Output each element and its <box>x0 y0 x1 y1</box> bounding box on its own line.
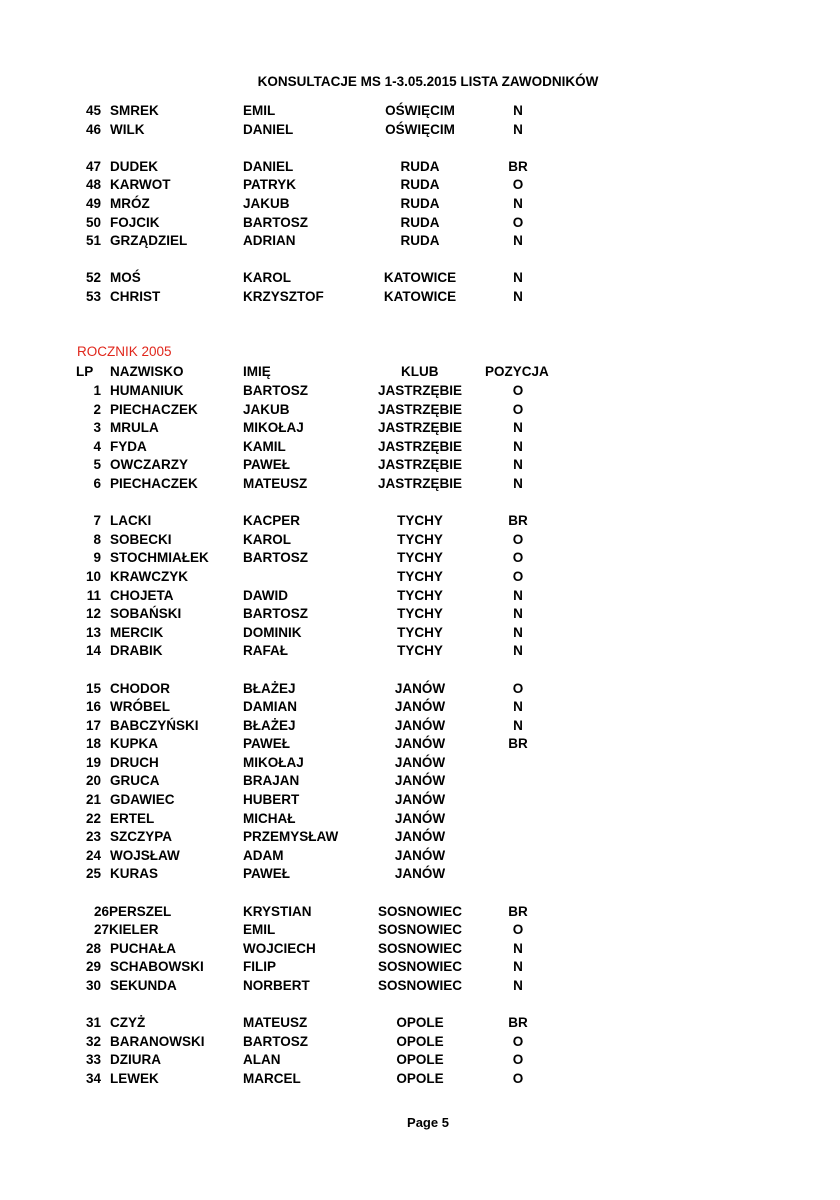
position-cell: BR <box>508 158 528 174</box>
position-cell: N <box>513 420 523 436</box>
surname-cell: SOBAŃSKI <box>110 606 182 622</box>
player-group <box>0 680 840 885</box>
surname-cell: STOCHMIAŁEK <box>110 550 209 566</box>
first-name-cell: KACPER <box>243 513 301 529</box>
table-row <box>0 698 840 717</box>
first-name-cell: BARTOSZ <box>243 214 309 230</box>
position-cell: N <box>513 270 523 286</box>
position-cell: N <box>513 475 523 491</box>
club-cell: RUDA <box>400 214 440 230</box>
surname-cell: PUCHAŁA <box>110 940 176 956</box>
table-row <box>0 401 840 420</box>
surname-cell: GRZĄDZIEL <box>110 233 188 249</box>
surname-cell: KRAWCZYK <box>110 568 188 584</box>
header-lp: LP <box>76 364 94 379</box>
surname-cell: KIELER <box>109 922 159 938</box>
first-name-cell: ADRIAN <box>243 233 296 249</box>
lp-cell: 29 <box>85 959 101 975</box>
table-row <box>0 1051 840 1070</box>
club-cell: TYCHY <box>397 606 443 622</box>
lp-cell: 9 <box>93 550 101 566</box>
position-cell: N <box>513 121 523 137</box>
first-name-cell: PRZEMYSŁAW <box>243 829 339 845</box>
player-list-2005 <box>0 382 840 1089</box>
lp-cell: 3 <box>93 420 101 436</box>
table-row <box>0 269 840 288</box>
lp-cell: 17 <box>85 717 101 733</box>
club-cell: JANÓW <box>394 680 446 696</box>
table-row <box>0 456 840 475</box>
first-name-cell: DOMINIK <box>243 624 302 640</box>
header-club: KLUB <box>401 364 439 379</box>
first-name-cell: KAROL <box>243 270 291 286</box>
table-row <box>0 438 840 457</box>
lp-cell: 52 <box>85 270 101 286</box>
position-cell: O <box>512 177 524 193</box>
surname-cell: CHOJETA <box>110 587 174 603</box>
club-cell: JANÓW <box>394 773 446 789</box>
club-cell: SOSNOWIEC <box>377 903 462 919</box>
table-row <box>0 121 840 140</box>
table-header <box>0 363 840 382</box>
header-first-name: IMIĘ <box>243 364 271 379</box>
first-name-cell: BŁAŻEJ <box>243 680 296 696</box>
position-cell: O <box>512 531 524 547</box>
surname-cell: PIECHACZEK <box>110 475 198 491</box>
club-cell: JANÓW <box>394 699 446 715</box>
position-cell: O <box>512 680 524 696</box>
table-row <box>0 1014 840 1033</box>
surname-cell: BABCZYŃSKI <box>110 717 199 733</box>
surname-cell: MRULA <box>110 420 159 436</box>
table-row <box>0 810 840 829</box>
position-cell: N <box>513 624 523 640</box>
player-group <box>0 903 840 996</box>
lp-cell: 31 <box>85 1015 101 1031</box>
lp-cell: 11 <box>86 587 101 603</box>
table-row <box>0 531 840 550</box>
first-name-cell: RAFAŁ <box>243 643 288 659</box>
lp-cell: 13 <box>85 624 101 640</box>
player-group <box>0 1014 840 1088</box>
lp-cell: 8 <box>93 531 101 547</box>
club-cell: OŚWIĘCIM <box>385 121 455 137</box>
first-name-cell: ALAN <box>243 1052 281 1068</box>
position-cell: N <box>513 959 523 975</box>
position-cell: BR <box>508 736 528 752</box>
first-name-cell: ADAM <box>243 847 284 863</box>
surname-cell: FYDA <box>110 438 147 454</box>
club-cell: JASTRZĘBIE <box>377 383 462 398</box>
first-name-cell: PAWEŁ <box>243 866 290 882</box>
lp-cell: 45 <box>85 103 101 118</box>
table-row <box>0 958 840 977</box>
club-cell: JASTRZĘBIE <box>377 475 462 491</box>
lp-cell: 26 <box>93 903 109 919</box>
lp-cell: 51 <box>85 233 101 249</box>
surname-cell: CZYŻ <box>110 1015 146 1031</box>
surname-cell: SEKUNDA <box>110 978 177 993</box>
player-group <box>0 102 840 139</box>
club-cell: OPOLE <box>396 1015 444 1031</box>
surname-cell: LEWEK <box>110 1070 159 1086</box>
lp-cell: 47 <box>85 158 101 174</box>
surname-cell: ERTEL <box>110 810 155 826</box>
first-name-cell: DANIEL <box>243 121 294 137</box>
position-cell: N <box>513 587 523 603</box>
table-row <box>0 382 840 401</box>
club-cell: TYCHY <box>397 550 443 566</box>
table-row <box>0 977 840 996</box>
table-row <box>0 214 840 233</box>
position-cell: BR <box>508 1015 528 1031</box>
club-cell: JANÓW <box>394 829 446 845</box>
first-name-cell: JAKUB <box>243 401 290 417</box>
club-cell: SOSNOWIEC <box>377 940 462 956</box>
table-row <box>0 940 840 959</box>
first-name-cell: MIKOŁAJ <box>243 420 304 436</box>
club-cell: JANÓW <box>394 847 446 863</box>
lp-cell: 32 <box>85 1033 101 1049</box>
table-row <box>0 847 840 866</box>
surname-cell: KUPKA <box>110 736 159 752</box>
lp-cell: 53 <box>85 288 101 304</box>
surname-cell: OWCZARZY <box>110 457 188 473</box>
lp-cell: 23 <box>85 829 101 845</box>
club-cell: TYCHY <box>397 531 443 547</box>
lp-cell: 2 <box>93 401 101 417</box>
table-row <box>0 624 840 643</box>
first-name-cell: MATEUSZ <box>243 475 308 491</box>
table-row <box>0 419 840 438</box>
position-cell: N <box>513 233 523 249</box>
club-cell: RUDA <box>400 177 440 193</box>
first-name-cell: WOJCIECH <box>243 940 316 956</box>
table-row <box>0 680 840 699</box>
club-cell: RUDA <box>400 158 440 174</box>
player-group <box>0 269 840 306</box>
surname-cell: DZIURA <box>110 1052 161 1068</box>
lp-cell: 27 <box>93 922 109 938</box>
header-surname: NAZWISKO <box>110 364 184 379</box>
table-row <box>0 865 840 884</box>
club-cell: JASTRZĘBIE <box>377 457 462 473</box>
lp-cell: 25 <box>85 866 101 882</box>
position-cell: BR <box>508 903 528 919</box>
club-cell: JANÓW <box>394 717 446 733</box>
first-name-cell: BARTOSZ <box>243 1033 309 1049</box>
position-cell: N <box>513 195 523 211</box>
club-cell: KATOWICE <box>383 288 457 304</box>
surname-cell: FOJCIK <box>110 214 160 230</box>
position-cell: O <box>512 568 524 584</box>
lp-cell: 16 <box>85 699 101 715</box>
table-row <box>0 288 840 307</box>
position-cell: N <box>513 103 523 118</box>
table-row <box>0 512 840 531</box>
club-cell: JANÓW <box>394 736 446 752</box>
lp-cell: 49 <box>85 195 101 211</box>
table-row <box>0 1070 840 1089</box>
club-cell: TYCHY <box>397 643 443 659</box>
first-name-cell: EMIL <box>243 922 276 938</box>
club-cell: OŚWIĘCIM <box>385 103 455 118</box>
lp-cell: 7 <box>93 513 101 529</box>
club-cell: TYCHY <box>397 513 443 529</box>
table-row <box>0 176 840 195</box>
first-name-cell: BARTOSZ <box>243 383 309 398</box>
lp-cell: 12 <box>85 606 101 622</box>
table-row <box>0 605 840 624</box>
first-name-cell: MICHAŁ <box>243 810 296 826</box>
lp-cell: 48 <box>85 177 101 193</box>
table-row <box>0 102 840 121</box>
position-cell: N <box>513 438 523 454</box>
first-name-cell: MARCEL <box>243 1070 301 1086</box>
page-title: KONSULTACJE MS 1-3.05.2015 LISTA ZAWODNIKÓW <box>257 74 599 89</box>
first-name-cell: EMIL <box>243 103 276 118</box>
first-name-cell: KRZYSZTOF <box>243 288 324 304</box>
surname-cell: HUMANIUK <box>110 383 184 398</box>
surname-cell: PIECHACZEK <box>110 401 198 417</box>
club-cell: SOSNOWIEC <box>377 959 462 975</box>
lp-cell: 22 <box>85 810 101 826</box>
surname-cell: BARANOWSKI <box>110 1033 205 1049</box>
surname-cell: WOJSŁAW <box>110 847 180 863</box>
lp-cell: 4 <box>93 438 101 454</box>
lp-cell: 20 <box>85 773 101 789</box>
position-cell: O <box>512 214 524 230</box>
table-row <box>0 158 840 177</box>
lp-cell: 46 <box>85 121 101 137</box>
club-cell: SOSNOWIEC <box>377 922 462 938</box>
surname-cell: SZCZYPA <box>110 829 173 845</box>
position-cell: N <box>513 288 523 304</box>
club-cell: TYCHY <box>397 624 443 640</box>
position-cell: O <box>512 1052 524 1068</box>
lp-cell: 28 <box>85 940 101 956</box>
club-cell: OPOLE <box>396 1033 444 1049</box>
section-heading: ROCZNIK 2005 <box>77 344 172 359</box>
first-name-cell: PAWEŁ <box>243 736 290 752</box>
club-cell: JANÓW <box>394 810 446 826</box>
table-row <box>0 475 840 494</box>
position-cell: N <box>513 940 523 956</box>
lp-cell: 10 <box>85 568 101 584</box>
position-cell: BR <box>508 513 528 529</box>
player-group <box>0 158 840 251</box>
table-row <box>0 195 840 214</box>
first-name-cell: KAMIL <box>243 438 286 454</box>
surname-cell: MERCIK <box>110 624 164 640</box>
surname-cell: CHODOR <box>110 680 170 696</box>
table-row <box>0 1033 840 1052</box>
lp-cell: 6 <box>93 475 101 491</box>
surname-cell: PERSZEL <box>109 903 172 919</box>
lp-cell: 15 <box>85 680 101 696</box>
first-name-cell: NORBERT <box>243 978 310 993</box>
club-cell: JANÓW <box>394 754 446 770</box>
lp-cell: 14 <box>85 643 101 659</box>
table-row <box>0 735 840 754</box>
lp-cell: 34 <box>85 1070 101 1086</box>
club-cell: TYCHY <box>397 568 443 584</box>
position-cell: O <box>512 550 524 566</box>
first-name-cell: BRAJAN <box>243 773 300 789</box>
club-cell: RUDA <box>400 233 440 249</box>
first-name-cell: DAWID <box>243 587 288 603</box>
surname-cell: WILK <box>110 121 145 137</box>
first-name-cell: BŁAŻEJ <box>243 717 296 733</box>
club-cell: JANÓW <box>394 792 446 808</box>
position-cell: O <box>512 401 524 417</box>
club-cell: JASTRZĘBIE <box>377 438 462 454</box>
first-name-cell: MIKOŁAJ <box>243 754 304 770</box>
surname-cell: GRUCA <box>110 773 160 789</box>
club-cell: OPOLE <box>396 1070 444 1086</box>
club-cell: TYCHY <box>397 587 443 603</box>
first-name-cell: BARTOSZ <box>243 550 309 566</box>
player-group <box>0 512 840 661</box>
club-cell: SOSNOWIEC <box>377 978 462 993</box>
position-cell: O <box>512 383 524 398</box>
position-cell: O <box>512 1033 524 1049</box>
table-row <box>0 587 840 606</box>
player-group <box>0 382 840 494</box>
table-row <box>0 754 840 773</box>
club-cell: JASTRZĘBIE <box>377 420 462 436</box>
surname-cell: MOŚ <box>110 270 141 286</box>
first-name-cell: BARTOSZ <box>243 606 309 622</box>
first-name-cell: DAMIAN <box>243 699 297 715</box>
first-name-cell: MATEUSZ <box>243 1015 308 1031</box>
club-cell: KATOWICE <box>383 270 457 286</box>
surname-cell: CHRIST <box>110 288 161 304</box>
player-list-top <box>0 102 840 307</box>
table-row <box>0 642 840 661</box>
lp-cell: 50 <box>85 214 101 230</box>
first-name-cell: PATRYK <box>243 177 296 193</box>
table-row <box>0 568 840 587</box>
surname-cell: KURAS <box>110 866 159 882</box>
surname-cell: DRUCH <box>110 754 159 770</box>
surname-cell: KARWOT <box>110 177 171 193</box>
lp-cell: 30 <box>85 978 101 993</box>
page-number: Page 5 <box>407 1115 449 1130</box>
first-name-cell: KAROL <box>243 531 291 547</box>
lp-cell: 33 <box>85 1052 101 1068</box>
lp-cell: 5 <box>93 457 101 473</box>
table-row <box>0 717 840 736</box>
position-cell: N <box>513 717 523 733</box>
table-row <box>0 791 840 810</box>
first-name-cell: JAKUB <box>243 195 290 211</box>
club-cell: JASTRZĘBIE <box>377 401 462 417</box>
first-name-cell: DANIEL <box>243 158 294 174</box>
position-cell: N <box>513 978 523 993</box>
surname-cell: DUDEK <box>110 158 159 174</box>
club-cell: RUDA <box>400 195 440 211</box>
position-cell: N <box>513 457 523 473</box>
table-row <box>0 232 840 251</box>
lp-cell: 18 <box>85 736 101 752</box>
table-row <box>0 549 840 568</box>
first-name-cell: KRYSTIAN <box>243 903 312 919</box>
surname-cell: LACKI <box>110 513 152 529</box>
position-cell: N <box>513 643 523 659</box>
lp-cell: 1 <box>93 383 101 398</box>
header-position: POZYCJA <box>485 364 549 379</box>
position-cell: O <box>512 922 524 938</box>
surname-cell: SOBECKI <box>110 531 172 547</box>
surname-cell: MRÓZ <box>110 195 150 211</box>
table-row <box>0 903 840 922</box>
position-cell: O <box>512 1070 524 1086</box>
first-name-cell: FILIP <box>243 959 276 975</box>
club-cell: JANÓW <box>394 866 446 882</box>
first-name-cell: PAWEŁ <box>243 457 290 473</box>
surname-cell: DRABIK <box>110 643 163 659</box>
position-cell: N <box>513 606 523 622</box>
lp-cell: 24 <box>85 847 101 863</box>
position-cell: N <box>513 699 523 715</box>
surname-cell: SCHABOWSKI <box>110 959 204 975</box>
surname-cell: GDAWIEC <box>110 792 175 808</box>
surname-cell: SMREK <box>110 103 159 118</box>
table-row <box>0 772 840 791</box>
club-cell: OPOLE <box>396 1052 444 1068</box>
lp-cell: 21 <box>85 792 101 808</box>
surname-cell: WRÓBEL <box>110 699 170 715</box>
first-name-cell: HUBERT <box>243 792 300 808</box>
table-row <box>0 828 840 847</box>
lp-cell: 19 <box>85 754 101 770</box>
table-row <box>0 921 840 940</box>
